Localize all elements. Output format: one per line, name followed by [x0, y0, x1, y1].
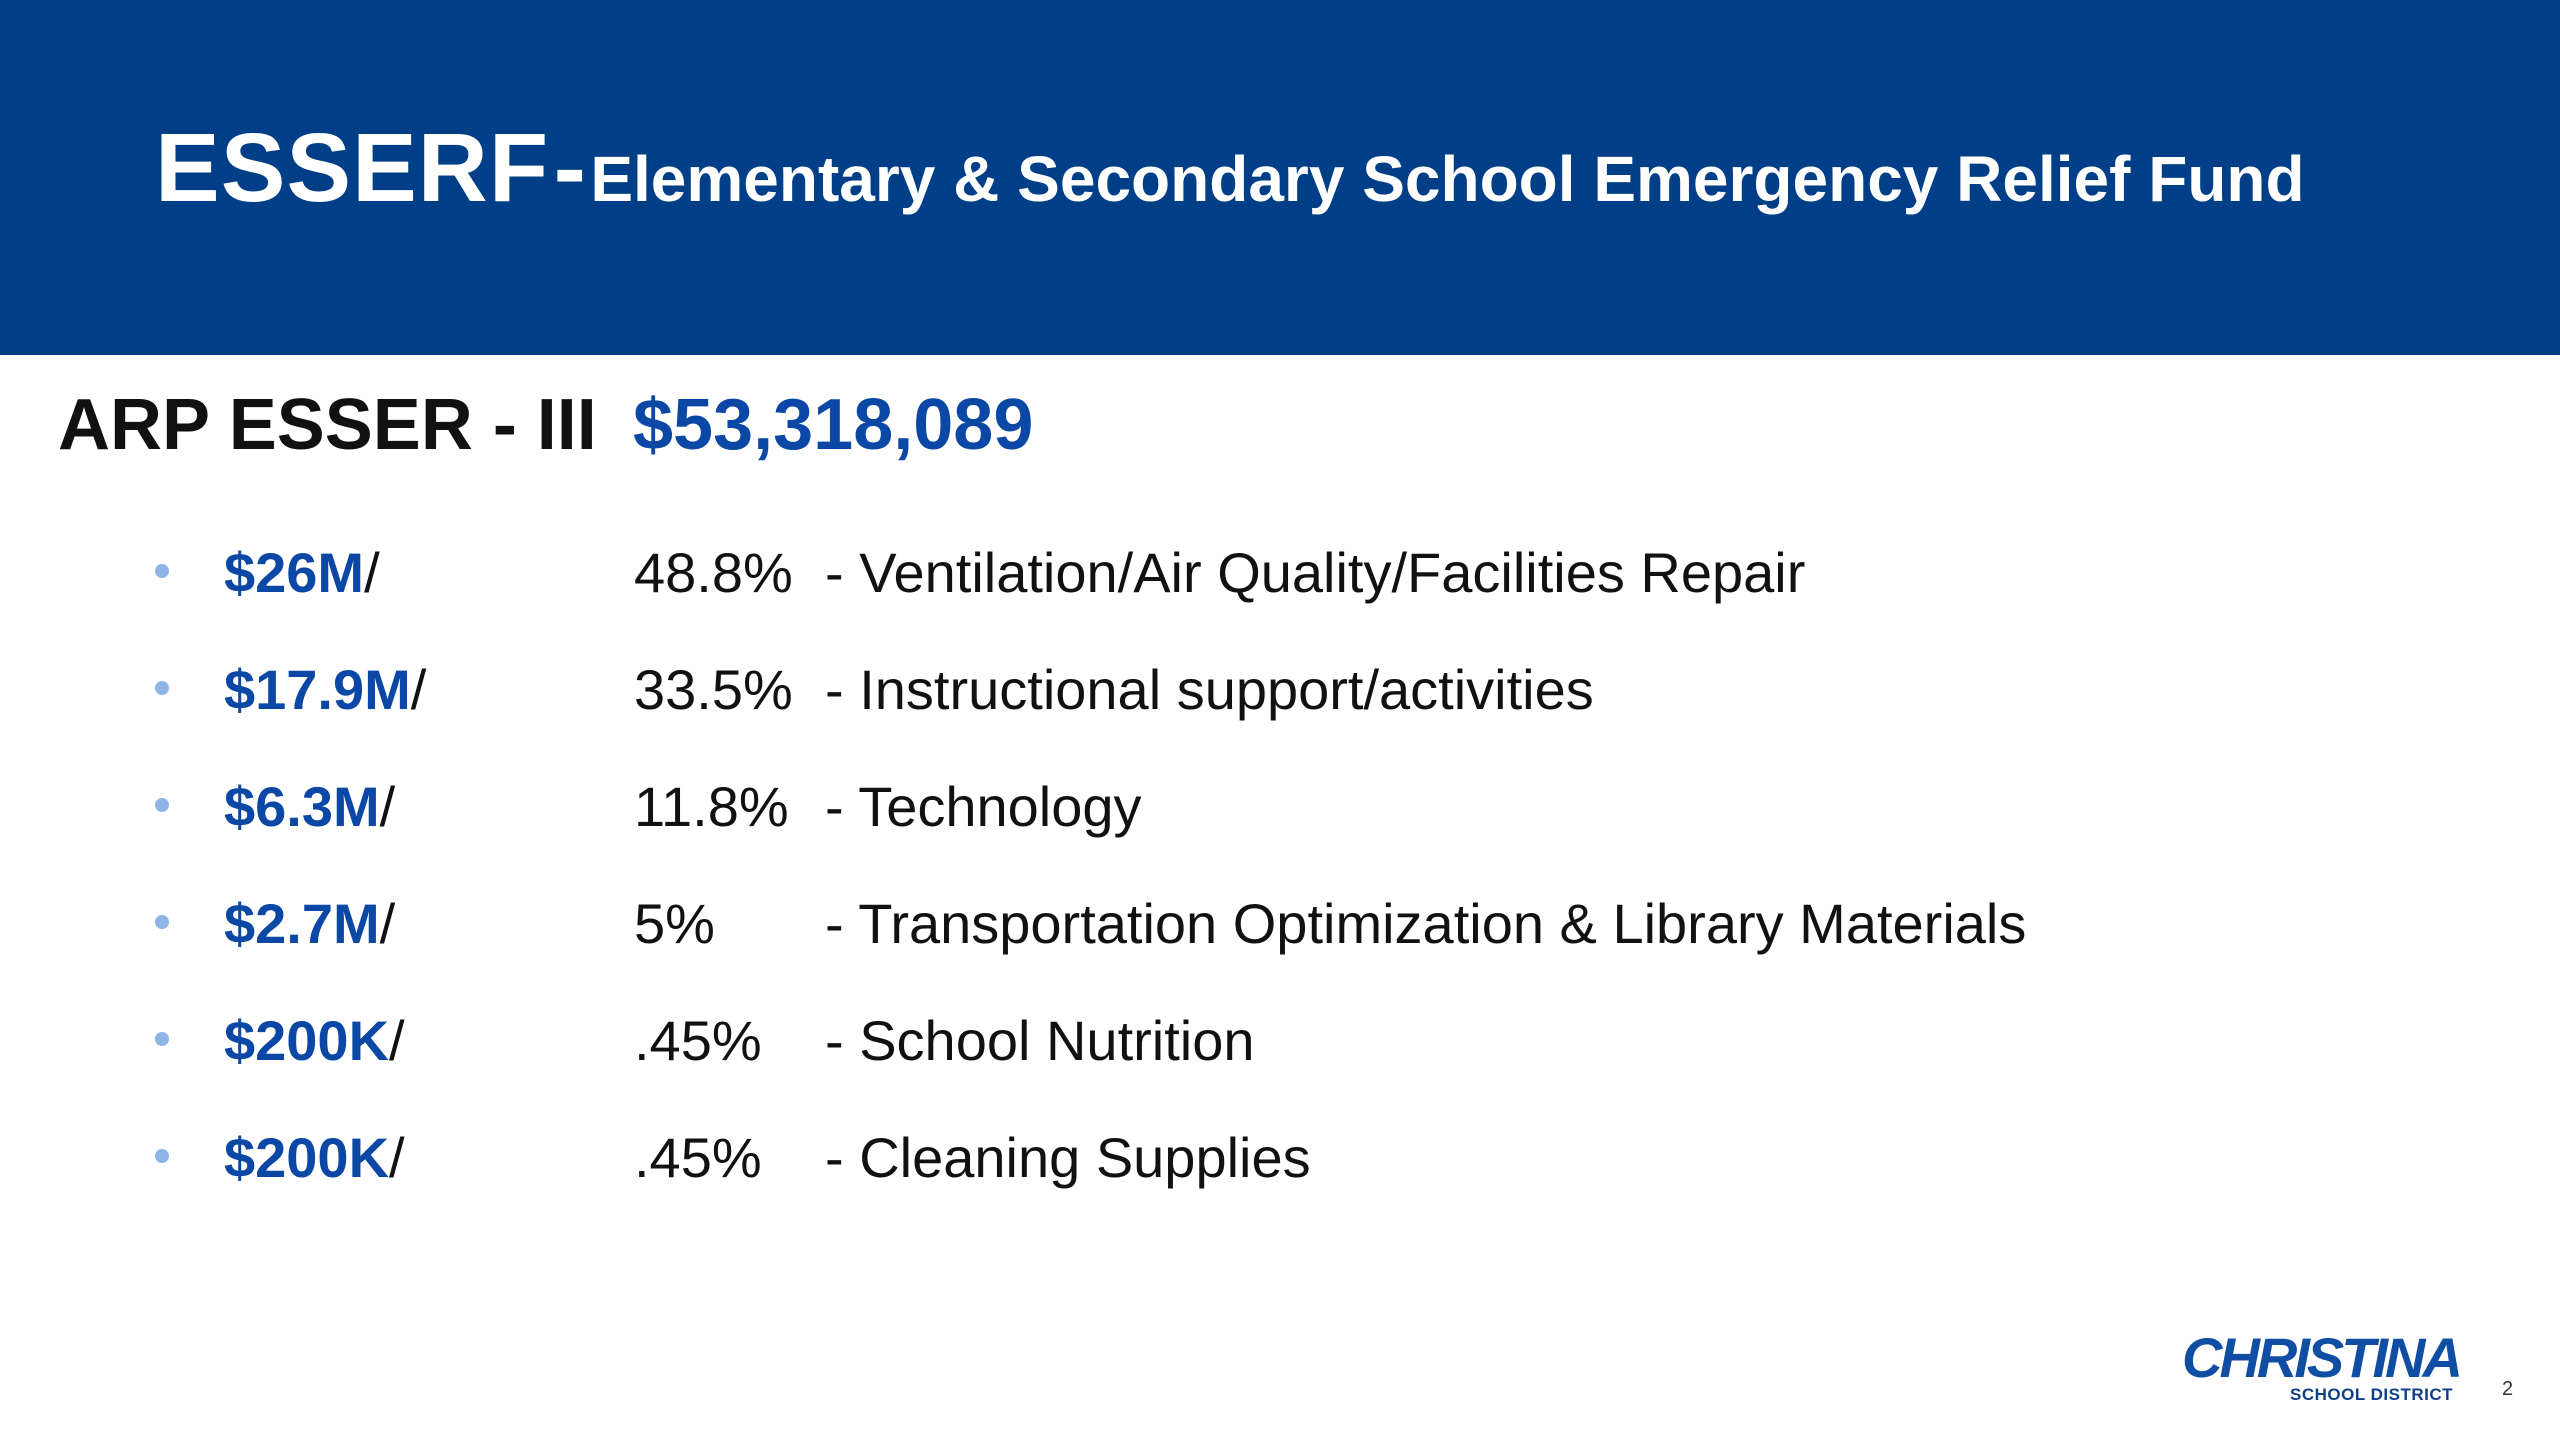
allocation-amount	[224, 1008, 405, 1073]
slide-title	[155, 112, 2305, 224]
bullet-icon	[155, 798, 169, 812]
logo-subtitle: SCHOOL DISTRICT	[2290, 1385, 2454, 1404]
allocation-amount-value: $2.7M	[224, 892, 380, 955]
allocation-percent: 5%	[634, 892, 715, 955]
allocation-item	[0, 657, 2560, 774]
bullet-icon	[155, 564, 169, 578]
allocation-amount-value: $26M	[224, 541, 365, 604]
bullet-icon	[155, 1149, 169, 1163]
allocation-item	[0, 1125, 2560, 1242]
allocation-slash: /	[364, 541, 380, 604]
allocation-percent: 33.5%	[634, 658, 793, 721]
allocation-slash: /	[410, 658, 427, 721]
district-logo	[2182, 1326, 2462, 1408]
allocation-description: - Cleaning Supplies	[825, 1126, 1311, 1189]
allocation-item	[0, 891, 2560, 1008]
allocation-amount	[224, 540, 380, 605]
allocation-percent: .45%	[634, 1009, 762, 1072]
allocation-amount-value: $200K	[224, 1009, 390, 1072]
allocation-description: - Transportation Optimization & Library Materials	[825, 892, 2027, 955]
allocation-item	[0, 1008, 2560, 1125]
title-separator: -	[553, 113, 586, 222]
program-total-amount: $53,318,089	[633, 385, 1034, 465]
allocation-amount-value: $17.9M	[224, 658, 411, 721]
header-band	[0, 0, 2560, 355]
allocation-description: - School Nutrition	[825, 1009, 1255, 1072]
allocation-percent: 48.8%	[634, 541, 793, 604]
bullet-icon	[155, 681, 169, 695]
allocation-amount	[224, 1125, 405, 1190]
bullet-icon	[155, 915, 169, 929]
allocation-percent: 11.8%	[634, 775, 789, 838]
allocation-list	[0, 540, 2560, 1242]
allocation-amount	[224, 774, 395, 839]
allocation-amount	[224, 657, 426, 722]
logo-wordmark: CHRISTINA	[2182, 1326, 2460, 1389]
allocation-slash: /	[379, 892, 396, 955]
allocation-slash: /	[389, 1009, 405, 1072]
allocation-amount	[224, 891, 395, 956]
allocation-slash: /	[379, 775, 396, 838]
allocation-description: - Technology	[825, 775, 1142, 838]
allocation-description: - Ventilation/Air Quality/Facilities Repair	[825, 541, 1806, 604]
program-name: ARP ESSER - III	[58, 385, 597, 465]
allocation-amount-value: $6.3M	[224, 775, 380, 838]
allocation-description: - Instructional support/activities	[825, 658, 1594, 721]
allocation-item	[0, 774, 2560, 891]
title-abbreviation: ESSERF	[155, 113, 550, 222]
allocation-amount-value: $200K	[224, 1126, 390, 1189]
allocation-item	[0, 540, 2560, 657]
allocation-slash: /	[389, 1126, 405, 1189]
bullet-icon	[155, 1032, 169, 1046]
allocation-percent: .45%	[634, 1126, 762, 1189]
title-full-name: Elementary & Secondary School Emergency Relief Fund	[590, 143, 2305, 215]
page-number: 2	[2502, 1378, 2514, 1400]
